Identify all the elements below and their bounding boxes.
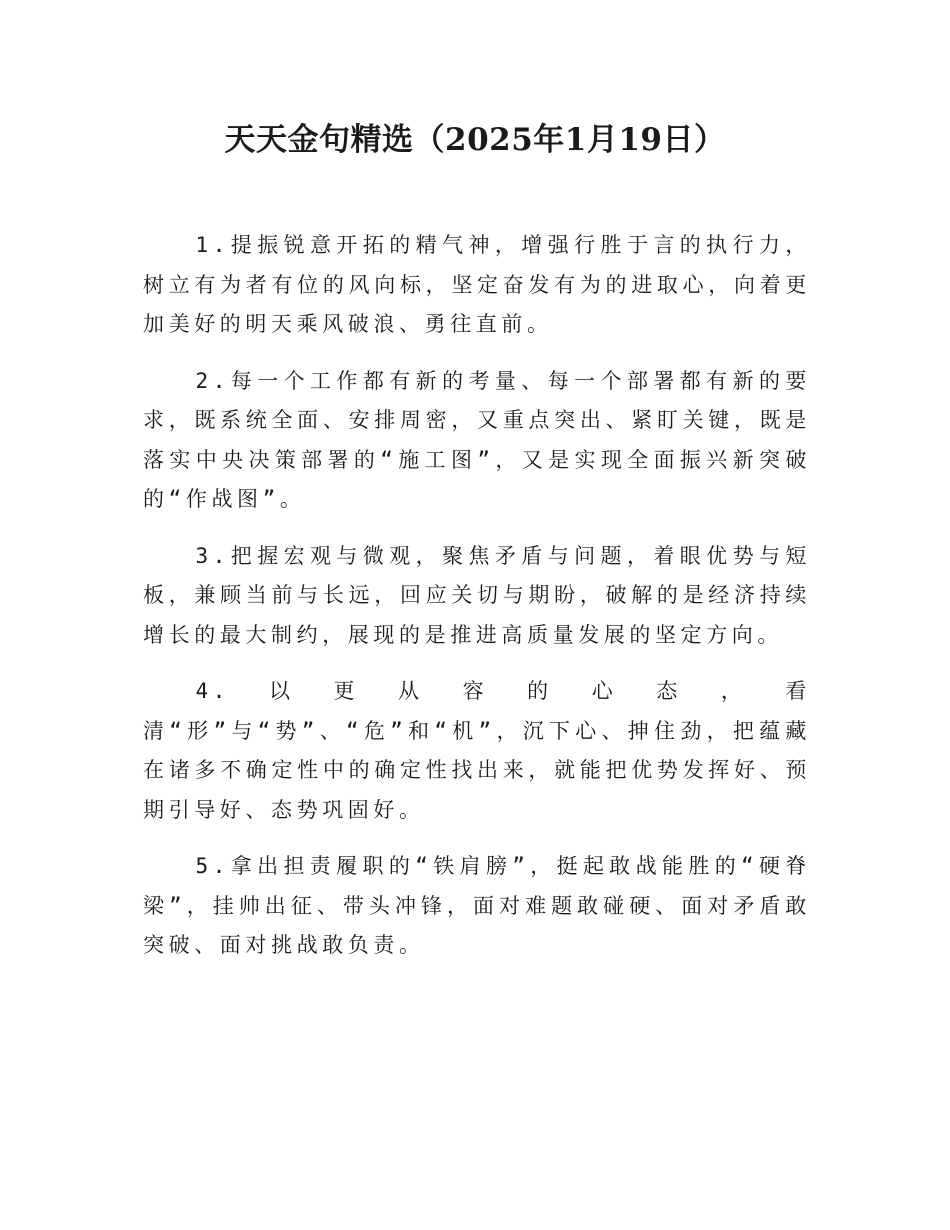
document-body	[143, 226, 811, 983]
paragraph-5: 5.拿出担责履职的“铁肩膀”，挺起敢战能胜的“硬脊梁”，挂帅出征、带头冲锋，面对难题敢碰硬、面对矛盾敢突破、面对挑战敢负责。	[143, 854, 811, 957]
page-title: 天天金句精选（2025年1月19日）	[224, 122, 726, 158]
paragraph-4: 4.以更从容的心态，看清“形”与“势”、“危”和“机”，沉下心、抻住劲，把蕴藏在诸多不确定性中的确定性找出来，就能把优势发挥好、预期引导好、态势巩固好。	[143, 679, 811, 822]
paragraph-3: 3.把握宏观与微观，聚焦矛盾与问题，着眼优势与短板，兼顾当前与长远，回应关切与期盼，破解的是经济持续增长的最大制约，展现的是推进高质量发展的坚定方向。	[143, 543, 811, 647]
paragraph-2: 2.每一个工作都有新的考量、每一个部署都有新的要求，既系统全面、安排周密，又重点突出、紧盯关键，既是落实中央决策部署的“施工图”，又是实现全面振兴新突破的“作战图”。	[143, 368, 811, 511]
paragraph-1: 1.提振锐意开拓的精气神，增强行胜于言的执行力，树立有为者有位的风向标，坚定奋发有为的进取心，向着更加美好的明天乘风破浪、勇往直前。	[143, 233, 811, 336]
